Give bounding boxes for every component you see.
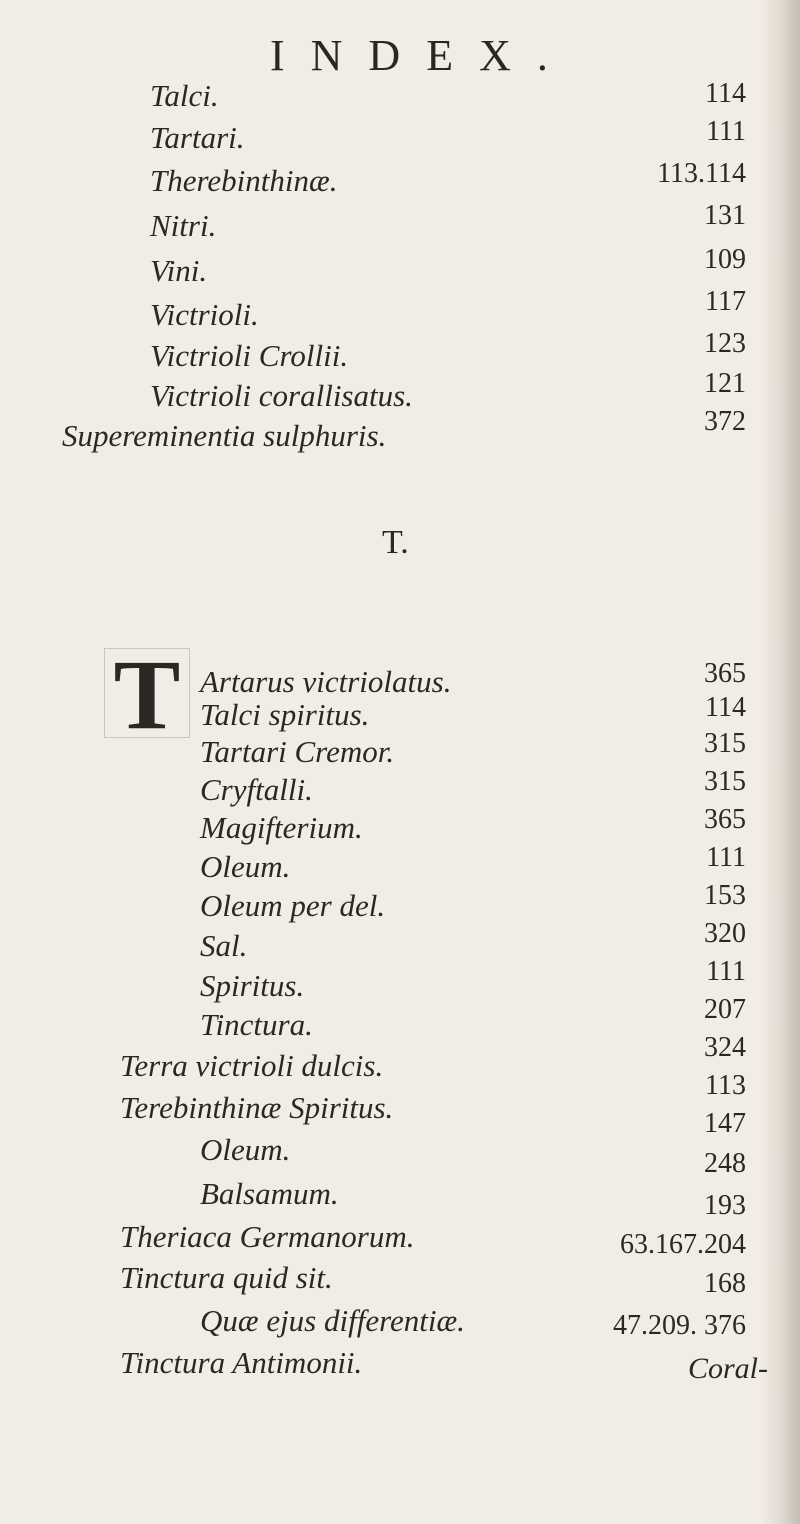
entry-page: 109 bbox=[704, 244, 746, 275]
section-heading: T. bbox=[382, 524, 409, 561]
entry-label: Balsamum. bbox=[200, 1176, 339, 1211]
entry-label: Nitri. bbox=[150, 208, 217, 243]
entry-page: 193 bbox=[704, 1190, 746, 1221]
entry-page: 114 bbox=[705, 692, 746, 723]
entry-page: 111 bbox=[706, 116, 746, 147]
entry-page: 168 bbox=[704, 1268, 746, 1299]
entry-page: 114 bbox=[705, 78, 746, 109]
entry-label: Magifterium. bbox=[200, 810, 363, 845]
entry-page: 248 bbox=[704, 1148, 746, 1179]
entry-label: Oleum. bbox=[200, 1132, 291, 1167]
entry-label: Tinctura. bbox=[200, 1007, 313, 1042]
entry-label: Therebinthinæ. bbox=[150, 163, 338, 198]
entry-page: 113.114 bbox=[657, 158, 746, 189]
entry-page: 315 bbox=[704, 766, 746, 797]
entry-label: Tinctura Antimonii. bbox=[120, 1345, 363, 1380]
dropcap-letter: T bbox=[113, 648, 181, 738]
entry-label: Talci. bbox=[150, 78, 219, 113]
entry-page: 117 bbox=[705, 286, 746, 317]
entry-page: 207 bbox=[704, 994, 746, 1025]
entry-label: Oleum. bbox=[200, 849, 291, 884]
entry-page: 315 bbox=[704, 728, 746, 759]
entry-page: 113 bbox=[705, 1070, 746, 1101]
entry-label: Tartari. bbox=[150, 120, 245, 155]
entry-label: Cryftalli. bbox=[200, 772, 313, 807]
entry-page: 111 bbox=[706, 842, 746, 873]
entry-label: Artarus victriolatus. bbox=[200, 664, 452, 699]
entry-page: 324 bbox=[704, 1032, 746, 1063]
entry-page: 153 bbox=[704, 880, 746, 911]
entry-label: Talci spiritus. bbox=[200, 697, 370, 732]
entry-label: Terra victrioli dulcis. bbox=[120, 1048, 384, 1083]
entry-label: Sal. bbox=[200, 928, 248, 963]
entry-page: 123 bbox=[704, 328, 746, 359]
entry-page: 47.209. 376 bbox=[613, 1310, 746, 1341]
entry-label: Quæ ejus differentiæ. bbox=[200, 1303, 465, 1338]
entry-page: 131 bbox=[704, 200, 746, 231]
entry-label: Oleum per del. bbox=[200, 888, 386, 923]
entry-label: Vini. bbox=[150, 253, 208, 288]
page-title: INDEX. bbox=[270, 31, 574, 80]
entry-label: Victrioli. bbox=[150, 297, 259, 332]
entry-label: Spiritus. bbox=[200, 968, 305, 1003]
entry-page: 320 bbox=[704, 918, 746, 949]
entry-page: 372 bbox=[704, 406, 746, 437]
catchword: Coral- bbox=[687, 1352, 768, 1385]
entry-label: Victrioli Crollii. bbox=[150, 338, 349, 373]
entry-page: 147 bbox=[704, 1108, 746, 1139]
entry-label: Theriaca Germanorum. bbox=[120, 1219, 415, 1254]
entry-page: 365 bbox=[704, 804, 746, 835]
entry-label: Tinctura quid sit. bbox=[120, 1260, 333, 1295]
entry-label: Tartari Cremor. bbox=[200, 734, 395, 769]
entry-label: Victrioli corallisatus. bbox=[150, 378, 413, 413]
entry-page: 111 bbox=[706, 956, 746, 987]
entry-label: Terebinthinæ Spiritus. bbox=[120, 1090, 394, 1125]
entry-page: 121 bbox=[704, 368, 746, 399]
entry-page: 63.167.204 bbox=[620, 1229, 746, 1260]
page-edge bbox=[788, 0, 800, 1524]
entry-page: 365 bbox=[704, 658, 746, 689]
entry-label: Supereminentia sulphuris. bbox=[62, 418, 387, 453]
dropcap-t-ornament bbox=[104, 648, 190, 738]
